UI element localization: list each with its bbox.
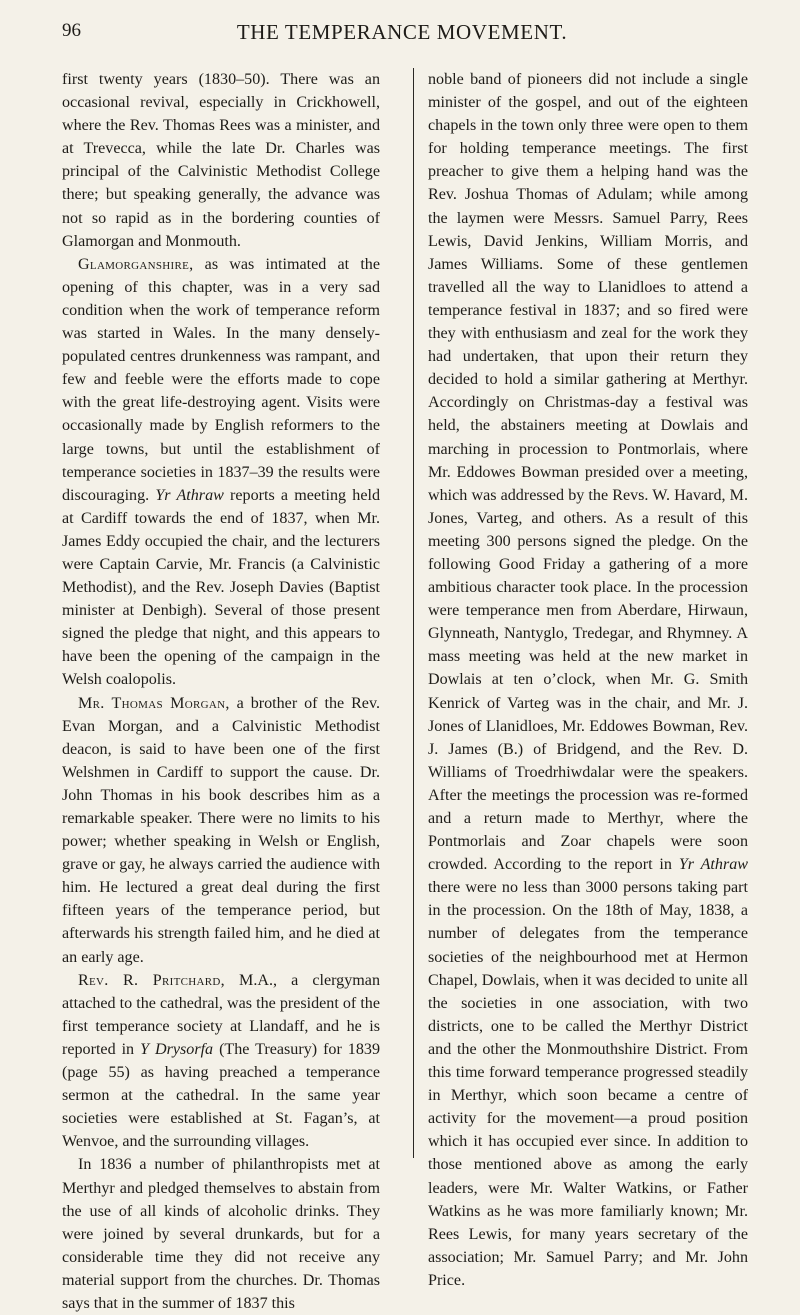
section-lead: Glamorganshire, [78,255,194,273]
italic-title: Y Drysorfa [140,1040,214,1058]
paragraph-text: as was intimated at the opening of this chapter, was in a very sad condition when the work of temperance reform was started in Wales. In the many densely-populated centres drunkenness was rampant, and few and feeble were the efforts made to cope with the great life-destroying agent. Visits were occasionally made by English reformers to the large towns, but until the establishment of temperance societies in 1837–39 the results were discouraging. [62,255,380,504]
left-column [62,68,380,1315]
right-column [428,68,748,1292]
paragraph [62,1153,380,1315]
paragraph-text: reports a meeting held at Cardiff towards the end of 1837, when Mr. James Eddy occupied the chair, and the lecturers were Captain Carvie, Mr. Francis (a Calvinistic Methodist), and the Rev. Joseph Davies (Baptist minister at Denbigh). Several of those present signed the pledge that night, and this appears to have been the opening of the campaign in the Welsh coalopolis. [62,486,380,689]
page-header [62,20,742,56]
section-lead: Mr. Thomas Morgan, [78,694,230,712]
paragraph [62,68,380,253]
paragraph-text: there were no less than 3000 persons taking part in the procession. On the 18th of May, 1838, a number of delegates from the temperance societies of the neighbourhood met at Hermon Chapel, Dowlais, when it was decided to unite all the societies in one association, with two districts, one to be called the Merthyr District and the other the Monmouthshire District. From this time forward temperance progressed steadily in Merthyr, which soon became a centre of activity for the movement—a proud position which it has occupied ever since. In addition to those mentioned above as among the early leaders, were Mr. Walter Watkins, or Father Watkins as he was more familiarly known; Mr. Rees Lewis, for many years secretary of the association; Mr. Samuel Parry; and Mr. John Price. [428,879,748,1289]
column-divider [413,68,414,1158]
paragraph-text: noble band of pioneers did not include a single minister of the gospel, and out of the eighteen chapels in the town only three were open to them for holding temperance meetings. The first preacher to give them a helping hand was the Rev. Joshua Thomas of Adulam; while among the laymen were Messrs. Samuel Parry, Rees Lewis, David Jenkins, William Morris, and James Williams. Some of these gentlemen travelled all the way to Llanidloes to attend a temperance festival in 1837; and so fired were they with enthusiasm and zeal for the work they had undertaken, that upon their return they decided to hold a similar gathering at Merthyr. Accordingly on Christmas-day a festival was held, the abstainers meeting at Dowlais and marching in procession to Pontmorlais, where Mr. Eddowes Bowman presided over a meeting, which was addressed by the Revs. W. Havard, M. Jones, Varteg, and others. As a result of this meeting 300 persons signed the pledge. On the following Good Friday a gathering of a more ambitious character took place. In the procession were temperance men from Aberdare, Hirwaun, Glynneath, Nantyglo, Tredegar, and Rhymney. A mass meeting was held at the new market in Dowlais at ten o’clock, when Mr. G. Smith Kenrick of Varteg was in the chair, and Mr. J. Jones of Llanidloes, Mr. Eddowes Bowman, Rev. J. James (B.) of Bridgend, and the Rev. D. Williams of Troedrhiwdalar were the speakers. After the meetings the procession was re-formed and a return made to Merthyr, where the Pontmorlais and Zoar chapels were soon crowded. According to the report in [428,71,748,874]
paragraph [62,969,380,1154]
paragraph-text: first twenty years (1830–50). There was an occasional revival, especially in Crickhowell, where the Rev. Thomas Rees was a minister, and at Trevecca, while the late Dr. Charles was principal of the Calvinistic Methodist College there; but speaking generally, the advance was not so rapid as in the bordering counties of Glamorgan and Monmouth. [62,71,380,250]
paragraph [62,692,380,969]
paragraph-text: (The Treasury) for 1839 (page 55) as having preached a temperance sermon at the cathedral. In the same year societies were established at St. Fagan’s, at Wenvoe, and the surrounding villages. [62,1040,380,1151]
italic-title: Yr Athraw [155,486,224,504]
italic-title: Yr Athraw [678,856,748,874]
section-lead: Rev. R. Pritchard, [78,971,225,989]
paragraph-text: a brother of the Rev. Evan Morgan, and a Calvinistic Methodist deacon, is said to have been one of the first Welshmen in Cardiff to support the cause. Dr. John Thomas in his book describes him as a remarkable speaker. There were no limits to his power; whether speaking in Welsh or English, grave or gay, he always carried the audience with him. He lectured a great deal during the first fifteen years of the temperance period, but afterwards his strength failed him, and he died at an early age. [62,694,380,966]
paragraph-text: In 1836 a number of philanthropists met at Merthyr and pledged themselves to abstain from the use of all kinds of alcoholic drinks. They were joined by several drunkards, but for a considerable time they did not receive any material support from the churches. Dr. Thomas says that in the summer of 1837 this [62,1156,380,1312]
running-title: THE TEMPERANCE MOVEMENT. [236,20,568,44]
text-columns [62,68,748,1312]
paragraph-text: M.A., a clergyman attached to the cathedral, was the president of the first temperance society at Llandaff, and he is reported in [62,971,380,1058]
page-number: 96 [62,20,81,41]
paragraph [62,253,380,692]
paragraph [428,68,748,1292]
